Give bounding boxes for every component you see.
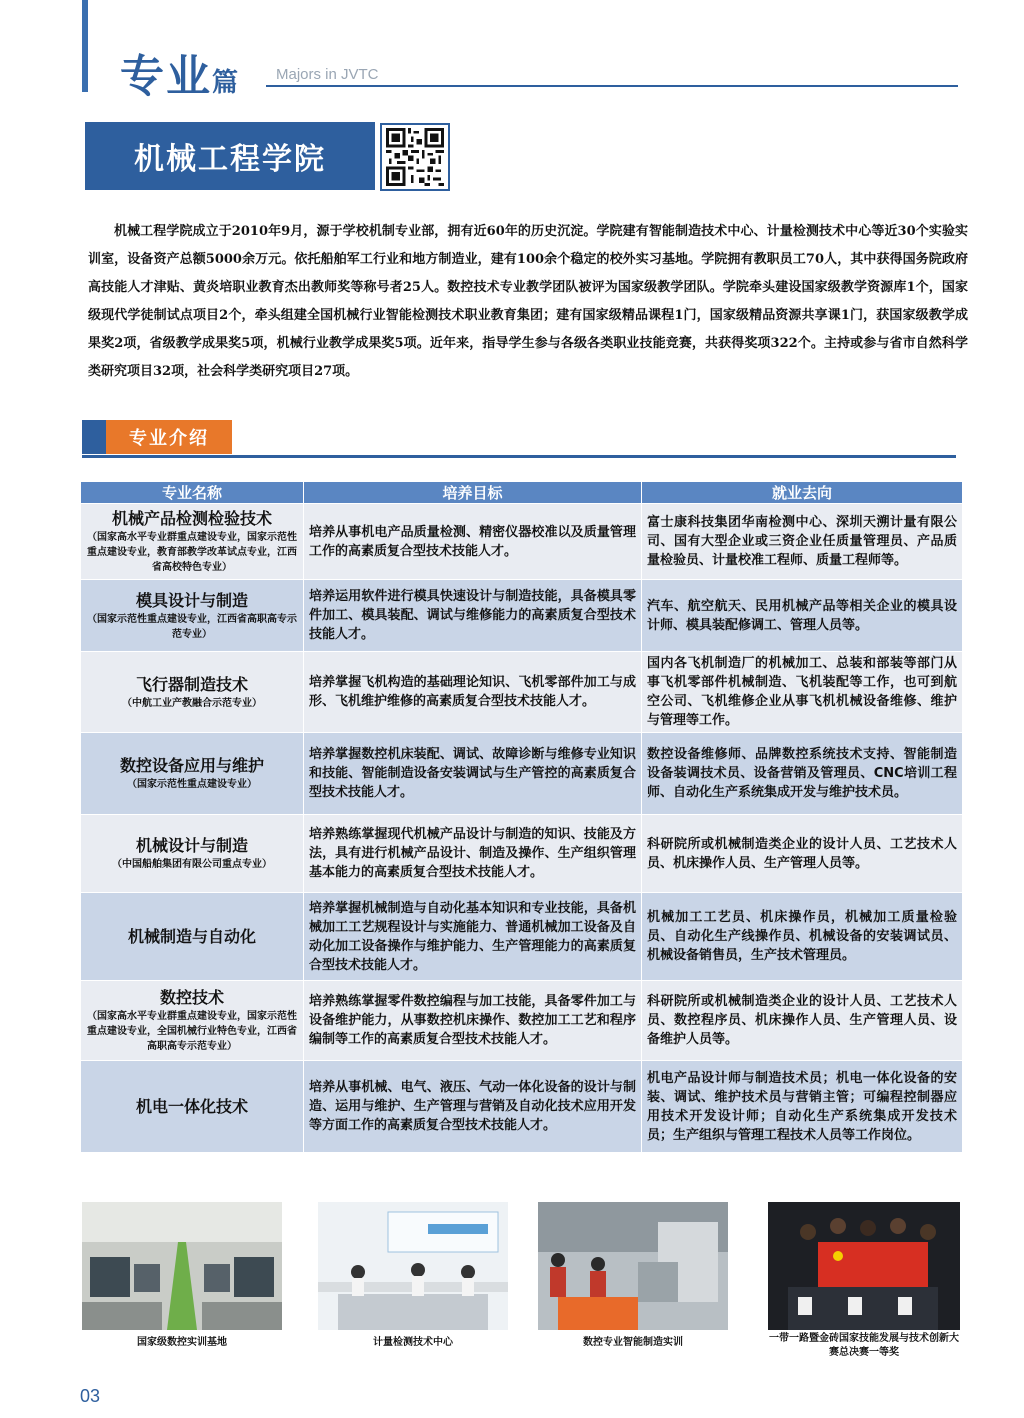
training-goal: 培养掌握数控机床装配、调试、故障诊断与维修专业知识和技能、智能制造设备安装调试与生产管控的高素质复合型技术技能人才。	[304, 733, 642, 815]
majors-table	[80, 481, 963, 1153]
table-row	[81, 733, 963, 815]
section-title-suffix: 篇	[212, 68, 239, 98]
column-header-training-goal: 培养目标	[304, 482, 642, 504]
major-name-cell	[81, 652, 304, 733]
major-note: （中国船舶集团有限公司重点专业）	[112, 859, 272, 870]
column-header-employment: 就业去向	[642, 482, 963, 504]
major-name-cell	[81, 1061, 304, 1153]
tag-accent	[82, 420, 106, 454]
header-accent-bar	[82, 0, 88, 92]
table-row	[81, 504, 963, 580]
qr-code-icon	[380, 123, 450, 191]
major-name: 机械制造与自动化	[127, 926, 256, 946]
robot-photo	[538, 1202, 728, 1330]
training-goal: 培养掌握飞机构造的基础理论知识、飞机零部件加工与成形、飞机维护维修的高素质复合型技术技能人才。	[304, 652, 642, 733]
majors-section-tag: 专业介绍	[106, 420, 232, 454]
training-goal: 培养运用软件进行模具快速设计与制造技能，具备模具零件加工、模具装配、调试与维修能力的高素质复合型技术技能人才。	[304, 580, 642, 652]
major-note: （国家高水平专业群重点建设专业，国家示范性重点建设专业，全国机械行业特色专业，江西省高职高专示范专业）	[87, 1011, 297, 1052]
lab-photo	[318, 1202, 508, 1330]
section-english-title: Majors in JVTC	[276, 66, 379, 83]
major-note: （国家示范性重点建设专业，江西省高职高专示范专业）	[87, 613, 297, 640]
major-name: 飞行器制造技术	[135, 674, 248, 694]
majors-section-divider	[82, 455, 956, 458]
major-name: 机械产品检测检验技术	[111, 509, 272, 528]
major-note: （中航工业产教融合示范专业）	[122, 697, 262, 709]
table-header-row	[81, 482, 963, 504]
employment: 国内各飞机制造厂的机械加工、总装和部装等部门从事飞机零部件机械制造、飞机装配等工作，也可到航空公司、飞机维修企业从事飞机机械设备维修、维护与管理等工作。	[642, 652, 963, 733]
photo-caption: 一带一路暨金砖国家技能发展与技术创新大赛总决赛一等奖	[769, 1333, 959, 1358]
table-row	[81, 981, 963, 1061]
major-name: 模具设计与制造	[135, 590, 248, 610]
page-number: 03	[80, 1386, 101, 1406]
employment: 科研院所或机械制造类企业的设计人员、工艺技术人员、数控程序员、机床操作人员、生产管理人员、设备维护人员等。	[642, 981, 963, 1061]
employment: 科研院所或机械制造类企业的设计人员、工艺技术人员、机床操作人员、生产管理人员等。	[642, 815, 963, 893]
training-goal: 培养熟练掌握零件数控编程与加工技能，具备零件加工与设备维护能力，从事数控机床操作、数控加工工艺和程序编制等工作的高素质复合型技术技能人才。	[304, 981, 642, 1061]
major-name-cell	[81, 580, 304, 652]
photo-caption: 数控专业智能制造实训	[583, 1337, 683, 1348]
photo-caption: 计量检测技术中心	[373, 1337, 453, 1348]
department-intro: 机械工程学院成立于2010年9月，源于学校机制专业部，拥有近60年的历史沉淀。学院建有智能制造技术中心、计量检测技术中心等近30个实验实训室，设备资产总额5000余万元。依托船舶军工行业和地方制造业，建有100余个稳定的校外实习基地。学院拥有教职员工70人，其中获得国务院政府高技能人才津贴、黄炎培职业教育杰出教师奖等称号者25人。数控技术专业教学团队被评为国家级教学团队。学院牵头建设国家级教学资源库1个，国家级现代学徒制试点项目2个，牵头组建全国机械行业智能检测技术职业教育集团；建有国家级精品课程1门，国家级精品资源共享课1门，获国家级教学成果奖2项，省级教学成果奖5项，机械行业教学成果奖5项。近年来，指导学生参与各级各类职业技能竞赛，共获得奖项322个。主持或参与省市自然科学类研究项目32项，社会科学类研究项目27项。	[88, 224, 968, 379]
training-goal: 培养从事机电产品质量检测、精密仪器校准以及质量管理工作的高素质复合型技术技能人才。	[304, 504, 642, 580]
header-divider	[266, 85, 958, 87]
training-goal: 培养熟练掌握现代机械产品设计与制造的知识、技能及方法，具有进行机械产品设计、制造及操作、生产组织管理基本能力的高素质复合型技术技能人才。	[304, 815, 642, 893]
table-row	[81, 815, 963, 893]
major-name: 机电一体化技术	[135, 1096, 248, 1116]
team-photo	[768, 1202, 960, 1330]
employment: 富士康科技集团华南检测中心、深圳天溯计量有限公司、国有大型企业或三资企业任质量管理员、产品质量检验员、计量校准工程师、质量工程师等。	[642, 504, 963, 580]
table-row	[81, 893, 963, 981]
column-header-major-name: 专业名称	[81, 482, 304, 504]
major-name: 机械设计与制造	[135, 836, 248, 855]
table-row	[81, 580, 963, 652]
major-name-cell	[81, 815, 304, 893]
workshop-photo	[82, 1202, 282, 1330]
employment: 汽车、航空航天、民用机械产品等相关企业的模具设计师、模具装配修调工、管理人员等。	[642, 580, 963, 652]
training-goal: 培养从事机械、电气、液压、气动一体化设备的设计与制造、运用与维护、生产管理与营销及自动化技术应用开发等方面工作的高素质复合型技术技能人才。	[304, 1061, 642, 1153]
training-goal: 培养掌握机械制造与自动化基本知识和专业技能，具备机械加工工艺规程设计与实施能力、普通机械加工设备及自动化加工设备操作与维护能力、生产管理能力的高素质复合型技术技能人才。	[304, 893, 642, 981]
employment: 机械加工工艺员、机床操作员，机械加工质量检验员、自动化生产线操作员、机械设备的安装调试员、机械设备销售员，生产技术管理员。	[642, 893, 963, 981]
major-name-cell	[81, 504, 304, 580]
major-name: 数控设备应用与维护	[119, 756, 264, 775]
section-title-main: 专业	[120, 51, 212, 102]
section-title	[120, 40, 238, 104]
employment: 机电产品设计师与制造技术员；机电一体化设备的安装、调试、维护技术员与营销主管；可编程控制器应用技术开发设计师；自动化生产系统集成开发技术员；生产组织与管理工程技术人员等工作岗位。	[642, 1061, 963, 1153]
major-name: 数控技术	[159, 988, 224, 1007]
table-row	[81, 652, 963, 733]
major-name-cell	[81, 893, 304, 981]
employment: 数控设备维修师、品牌数控系统技术支持、智能制造设备装调技术员、设备营销及管理员、CNC培训工程师、自动化生产系统集成开发与维护技术员。	[642, 733, 963, 815]
major-note: （国家示范性重点建设专业）	[127, 779, 257, 790]
table-row	[81, 1061, 963, 1153]
department-title: 机械工程学院	[85, 122, 375, 190]
photo-caption: 国家级数控实训基地	[137, 1337, 227, 1348]
major-name-cell	[81, 733, 304, 815]
major-note: （国家高水平专业群重点建设专业，国家示范性重点建设专业，教育部教学改革试点专业，江西省高校特色专业）	[87, 532, 297, 573]
major-name-cell	[81, 981, 304, 1061]
